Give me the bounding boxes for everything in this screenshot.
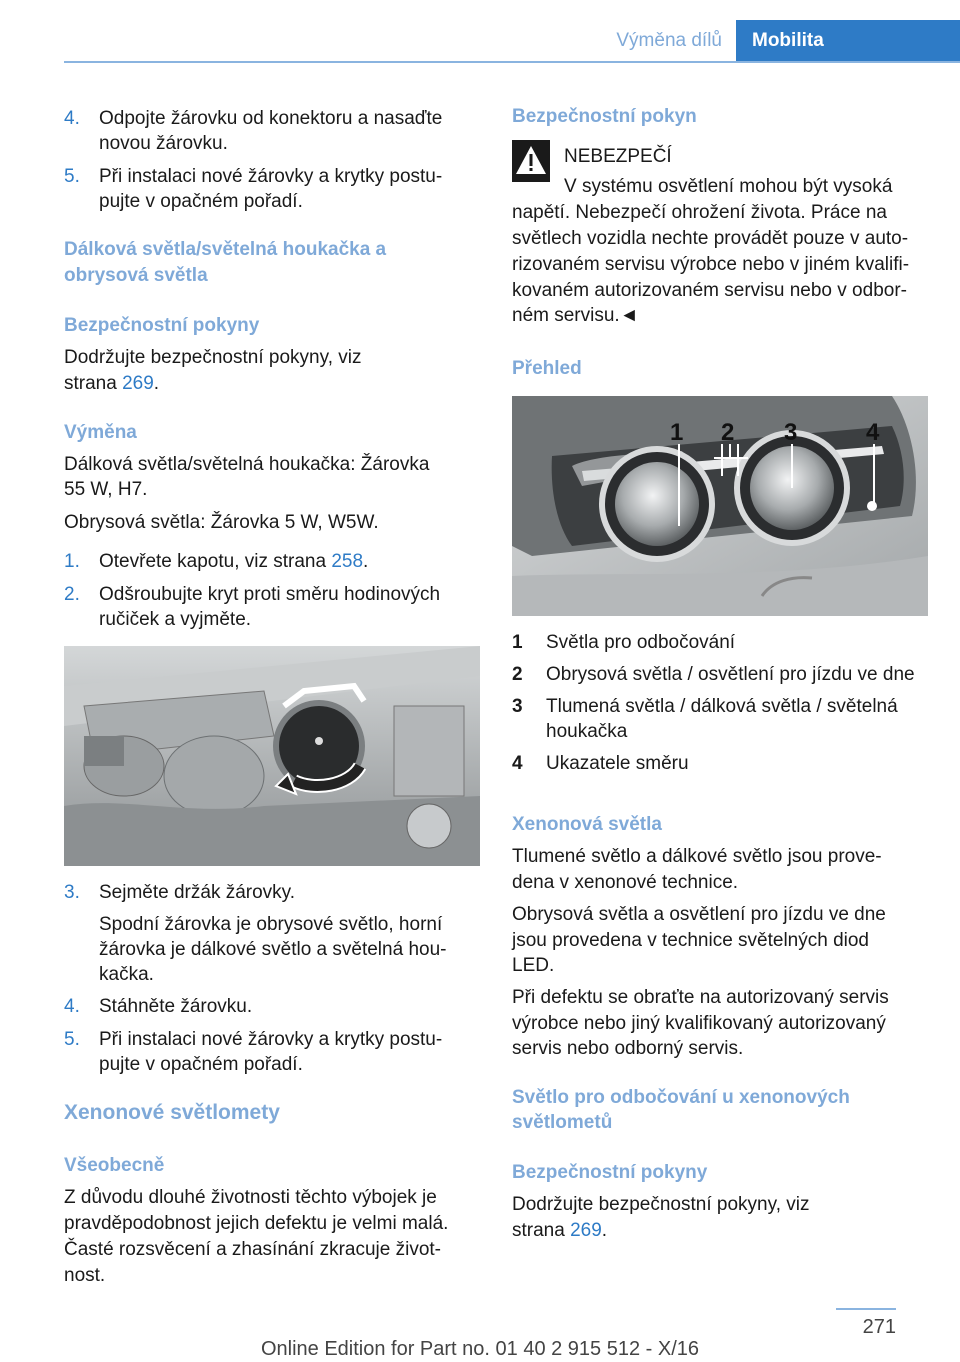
callout-1: 1: [670, 419, 684, 446]
legend-text: Tlumená světla / dálková světla / světelná: [546, 696, 898, 717]
body-text: nost.: [64, 1265, 106, 1286]
callout-3: 3: [784, 419, 798, 446]
warning-text: ném servisu.◄: [512, 305, 639, 326]
step-number: 2.: [64, 584, 80, 605]
body-text: dena v xenonové technice.: [512, 872, 739, 893]
step-text: pujte v opačném pořadí.: [99, 1054, 303, 1075]
warning-text: V systému osvětlení mohou být vysoká: [564, 176, 893, 197]
legend-number: 1: [512, 632, 523, 653]
body-text: jsou provedena v technice světelných diod: [512, 930, 870, 951]
legend-text: Obrysová světla / osvětlení pro jízdu ve dne: [546, 664, 915, 685]
legend-text: Světla pro odbočování: [546, 632, 736, 653]
legend-text: houkačka: [546, 721, 628, 742]
body-text: LED.: [512, 955, 555, 976]
section-heading: obrysová světla: [64, 265, 208, 286]
subsection-heading: Bezpečnostní pokyny: [512, 1162, 708, 1183]
body-text: pravděpodobnost jejich defektu je velmi malá.: [64, 1213, 449, 1234]
step-number: 5.: [64, 1029, 80, 1050]
page-link[interactable]: 269: [122, 373, 154, 394]
engine-bay-image: [64, 646, 480, 866]
step-number: 4.: [64, 108, 80, 129]
legend-number: 3: [512, 696, 523, 717]
section-heading: Světlo pro odbočování u xenonových: [512, 1087, 850, 1108]
body-text: Tlumené světlo a dálkové světlo jsou prove‐: [512, 846, 882, 867]
warning-text: napětí. Nebezpečí ohrožení života. Práce na: [512, 202, 887, 223]
legend-number: 4: [512, 753, 523, 774]
section-tab[interactable]: Výměna dílů: [616, 30, 722, 51]
step-number: 5.: [64, 166, 80, 187]
subsection-heading: Přehled: [512, 358, 582, 379]
warning-text: kovaném autorizovaném servisu nebo v odbor‐: [512, 280, 907, 301]
subsection-heading: Xenonová světla: [512, 814, 662, 835]
body-text: Časté rozsvěcení a zhasínání zkracuje život‐: [64, 1239, 442, 1260]
body-text: Z důvodu dlouhé životnosti těchto výbojek je: [64, 1187, 437, 1208]
subsection-heading: Bezpečnostní pokyny: [64, 315, 260, 336]
section-heading: Dálková světla/světelná houkačka a: [64, 239, 387, 260]
step-text: Stáhněte žárovku.: [99, 996, 253, 1017]
step-detail: kačka.: [99, 964, 154, 985]
danger-label: NEBEZPEČÍ: [564, 146, 672, 167]
legend-number: 2: [512, 664, 523, 685]
step-detail: žárovka je dálkové světlo a světelná hou‐: [99, 939, 447, 960]
step-text: Odšroubujte kryt proti směru hodinových: [99, 584, 441, 605]
callout-2: 2: [721, 419, 735, 446]
header-rule: [64, 61, 960, 63]
body-text: 55 W, H7.: [64, 479, 148, 500]
body-text: Při defektu se obraťte na autorizovaný servis: [512, 987, 889, 1008]
warning-text: rizovaném servisu výrobce nebo v jiném kvalifi‐: [512, 254, 910, 275]
body-text: Dodržujte bezpečnostní pokyny, viz: [512, 1194, 810, 1215]
body-text: Dodržujte bezpečnostní pokyny, viz: [64, 347, 362, 368]
body-text: strana 269.: [64, 373, 160, 394]
step-text: Při instalaci nové žárovky a krytky postu‐: [99, 1029, 443, 1050]
step-text: Při instalaci nové žárovky a krytky postu‐: [99, 166, 443, 187]
subsection-heading: Výměna: [64, 422, 137, 443]
step-text: ručiček a vyjměte.: [99, 609, 252, 630]
headlight-image: [512, 396, 928, 616]
step-number: 1.: [64, 551, 80, 572]
step-text: novou žárovku.: [99, 133, 228, 154]
subsection-heading: Bezpečnostní pokyn: [512, 106, 697, 127]
step-text: pujte v opačném pořadí.: [99, 191, 303, 212]
body-text: výrobce nebo jiný kvalifikovaný autorizovaný: [512, 1013, 886, 1034]
legend-text: Ukazatele směru: [546, 753, 689, 774]
body-text: Obrysová světla: Žárovka 5 W, W5W.: [64, 512, 379, 533]
callout-4: 4: [866, 419, 880, 446]
step-number: 4.: [64, 996, 80, 1017]
chapter-heading: Xenonové světlomety: [64, 1101, 280, 1124]
section-heading: světlometů: [512, 1112, 613, 1133]
step-number: 3.: [64, 882, 80, 903]
body-text: Obrysová světla a osvětlení pro jízdu ve dne: [512, 904, 886, 925]
step-text: Sejměte držák žárovky.: [99, 882, 296, 903]
step-text: Odpojte žárovku od konektoru a nasaďte: [99, 108, 443, 129]
step-detail: Spodní žárovka je obrysové světlo, horní: [99, 914, 443, 935]
edition-footer: Online Edition for Part no. 01 40 2 915 512 - X/16: [260, 1338, 700, 1360]
warning-text: světlech vozidla nechte provádět pouze v auto‐: [512, 228, 909, 249]
body-text: strana 269.: [512, 1220, 608, 1241]
page-link[interactable]: 258: [331, 551, 364, 572]
subsection-heading: Všeobecně: [64, 1155, 165, 1176]
chapter-tab-label: Mobilita: [752, 30, 824, 51]
body-text: servis nebo odborný servis.: [512, 1038, 744, 1059]
warning-icon: [512, 140, 550, 182]
step-text: Otevřete kapotu, viz strana 258.: [99, 551, 369, 572]
page-number: 271: [862, 1316, 896, 1338]
body-text: Dálková světla/světelná houkačka: Žárovka: [64, 454, 430, 475]
page-link[interactable]: 269: [570, 1220, 602, 1241]
chapter-tab-active[interactable]: [736, 20, 960, 61]
footer-rule: [836, 1308, 896, 1310]
